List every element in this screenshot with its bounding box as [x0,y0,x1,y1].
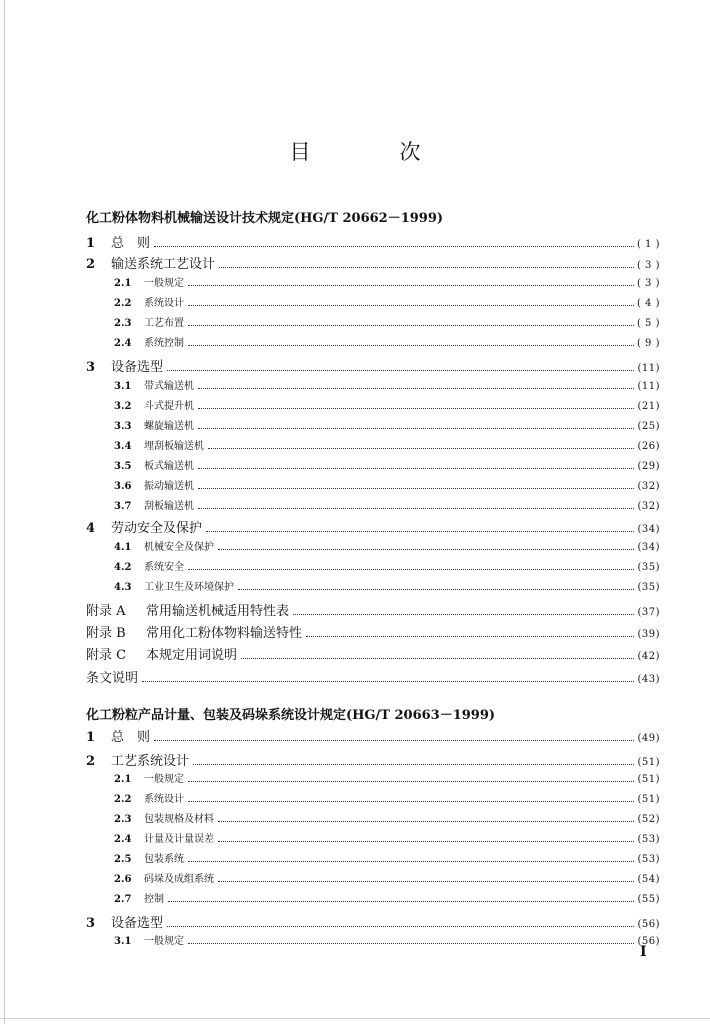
toc-entry-title: 刮板输送机 [144,501,194,512]
toc-entry [86,232,660,250]
dot-leader [188,325,634,326]
toc-entry [86,644,660,662]
toc-entry [86,253,660,271]
toc-entry-title: 系统设计 [144,298,184,309]
toc-entry-page: (51) [637,794,660,805]
toc-entry-title: 振动输送机 [144,481,194,492]
toc-entry-title: 系统安全 [144,562,184,573]
toc-entry-number: 3.6 [114,481,132,492]
toc-entry [114,497,660,515]
toc-entry-title: 埋刮板输送机 [144,441,204,452]
toc-entry-title: 条文说明 [86,671,139,686]
toc-entry [86,667,660,685]
toc-entry [86,750,660,768]
toc-entry-number: 3 [86,360,96,375]
dot-leader [293,614,634,615]
toc-entry-title: 系统设计 [144,794,184,805]
toc-entry-title: 板式输送机 [144,461,194,472]
toc-entry-title: 本规定用词说明 [146,648,238,663]
toc-entry-page: (32) [637,481,660,492]
toc-entry [86,517,660,535]
dot-leader [188,781,634,782]
toc-entry-title: 包装规格及材料 [144,814,214,825]
dot-leader [167,370,634,371]
section-heading: 化工粉粒产品计量、包装及码垛系统设计规定(HG/T 20663－1999) [86,708,496,723]
dot-leader [198,508,634,509]
toc-entry [114,334,660,352]
toc-entry-number: 附录 C [86,648,127,663]
toc-entry-page: (25) [637,421,660,432]
toc-entry [114,397,660,415]
dot-leader [218,881,634,882]
page-number: Ⅰ [640,944,647,960]
toc-entry-title: 输送系统工艺设计 [111,257,216,272]
toc-entry [86,600,660,618]
toc-entry-number: 附录 B [86,626,126,641]
toc-entry-page: (43) [637,674,660,685]
toc-entry-number: 4.3 [114,582,132,593]
dot-leader [188,861,634,862]
section-heading: 化工粉体物料机械输送设计技术规定(HG/T 20662－1999) [86,211,444,226]
toc-entry [114,830,660,848]
toc-entry-page: (53) [637,834,660,845]
toc-entry-page: (35) [637,562,660,573]
toc-entry-number: 2.3 [114,318,132,329]
toc-entry-title: 常用输送机械适用特性表 [146,604,290,619]
toc-entry-title: 一般规定 [144,936,184,947]
toc-entry-title: 计量及计量误差 [144,834,214,845]
toc-entry-page: (39) [637,629,660,640]
toc-entry [86,726,660,744]
toc-entry [114,558,660,576]
dot-leader [188,801,634,802]
toc-entry-page: (49) [637,733,660,744]
toc-entry-number: 4.1 [114,542,132,553]
toc-entry-number: 2.2 [114,794,132,805]
dot-leader [188,305,634,306]
toc-entry-number: 4 [86,521,96,536]
dot-leader [219,267,634,268]
toc-entry-number: 2 [86,754,96,769]
toc-entry-page: (26) [637,441,660,452]
toc-entry [114,578,660,596]
toc-entry-title: 螺旋输送机 [144,421,194,432]
toc-entry-number: 2.3 [114,814,132,825]
toc-entry [86,622,660,640]
toc-entry [114,477,660,495]
toc-entry-title: 包装系统 [144,854,184,865]
page-title: 目 次 [289,140,455,164]
toc-entry-number: 1 [86,236,96,251]
toc-entry-title: 斗式提升机 [144,401,194,412]
toc-entry-page: ( 5 ) [636,318,660,329]
dot-leader [206,531,634,532]
toc-entry-number: 3.1 [114,936,132,947]
dot-leader [193,764,634,765]
toc-entry-page: (32) [637,501,660,512]
toc-entry-title: 设备选型 [111,916,164,931]
toc-entry-page: ( 3 ) [636,278,660,289]
dot-leader [306,636,634,637]
toc-entry [114,437,660,455]
toc-entry-page: (29) [637,461,660,472]
toc-entry [86,912,660,930]
toc-entry [114,294,660,312]
toc-entry-page: (42) [637,651,660,662]
toc-entry-title: 带式输送机 [144,381,194,392]
toc-entry-page: (53) [637,854,660,865]
dot-leader [188,569,634,570]
toc-entry [114,870,660,888]
dot-leader [188,345,634,346]
toc-entry [114,932,660,950]
toc-entry-page: (55) [637,894,660,905]
toc-entry [114,377,660,395]
toc-entry-number: 2.5 [114,854,132,865]
toc-entry-title: 机械安全及保护 [144,542,214,553]
dot-leader [154,246,634,247]
toc-entry [86,356,660,374]
dot-leader [198,408,634,409]
dot-leader [238,589,634,590]
toc-entry-page: ( 4 ) [636,298,660,309]
toc-entry [114,890,660,908]
toc-entry-page: (56) [637,919,660,930]
toc-entry [114,810,660,828]
toc-entry-number: 2.1 [114,774,132,785]
toc-entry [114,850,660,868]
toc-entry [114,770,660,788]
toc-entry [114,417,660,435]
toc-entry-title: 控制 [144,894,164,905]
toc-entry-page: (52) [637,814,660,825]
toc-entry-number: 2.6 [114,874,132,885]
dot-leader [188,285,634,286]
toc-entry [114,538,660,556]
toc-entry-number: 2.2 [114,298,132,309]
toc-entry-title: 系统控制 [144,338,184,349]
toc-entry-number: 3 [86,916,96,931]
toc-entry-number: 3.7 [114,501,132,512]
dot-leader [198,468,634,469]
toc-entry-title: 工艺布置 [144,318,184,329]
toc-entry-page: (51) [637,774,660,785]
toc-entry-page: (34) [637,542,660,553]
toc-entry-title: 工业卫生及环境保护 [144,582,234,593]
dot-leader [218,821,634,822]
toc-entry-number: 2.4 [114,338,132,349]
toc-entry-page: (21) [637,401,660,412]
dot-leader [208,448,634,449]
dot-leader [198,428,634,429]
toc-entry-page: ( 1 ) [636,239,660,250]
dot-leader [218,841,634,842]
dot-leader [154,740,634,741]
dot-leader [198,388,634,389]
dot-leader [168,901,634,902]
toc-entry-number: 3.1 [114,381,132,392]
toc-entry-number: 4.2 [114,562,132,573]
toc-entry-title: 工艺系统设计 [111,754,190,769]
toc-entry-page: (56) [637,936,660,947]
toc-entry [114,457,660,475]
toc-entry-number: 3.4 [114,441,132,452]
dot-leader [198,488,634,489]
dot-leader [241,658,634,659]
toc-entry-title: 设备选型 [111,360,164,375]
toc-entry-page: ( 9 ) [636,338,660,349]
dot-leader [188,943,634,944]
dot-leader [218,549,634,550]
toc-entry-page: (54) [637,874,660,885]
toc-entry-number: 2 [86,257,96,272]
toc-entry-title: 劳动安全及保护 [111,521,203,536]
toc-entry-page: (34) [637,524,660,535]
toc-entry-number: 3.3 [114,421,132,432]
toc-entry-title: 常用化工粉体物料输送特性 [146,626,303,641]
toc-entry [114,790,660,808]
toc-entry-page: (35) [637,582,660,593]
toc-entry-number: 附录 A [86,604,126,619]
toc-entry-title: 码垛及成组系统 [144,874,214,885]
toc-entry-title: 一般规定 [144,278,184,289]
toc-entry [114,314,660,332]
scan-bottom-edge [0,1018,710,1019]
toc-entry-title: 总 则 [111,236,151,251]
dot-leader [167,926,634,927]
toc-entry-number: 2.7 [114,894,132,905]
toc-entry-title: 一般规定 [144,774,184,785]
toc-entry [114,274,660,292]
toc-entry-number: 2.4 [114,834,132,845]
toc-entry-number: 3.5 [114,461,132,472]
toc-entry-page: (11) [637,381,660,392]
toc-entry-number: 3.2 [114,401,132,412]
toc-entry-page: (11) [637,363,660,374]
toc-entry-title: 总 则 [111,730,151,745]
toc-entry-number: 1 [86,730,96,745]
toc-entry-page: (51) [637,757,660,768]
dot-leader [142,681,634,682]
toc-entry-page: (37) [637,607,660,618]
toc-entry-page: ( 3 ) [636,260,660,271]
toc-entry-number: 2.1 [114,278,132,289]
